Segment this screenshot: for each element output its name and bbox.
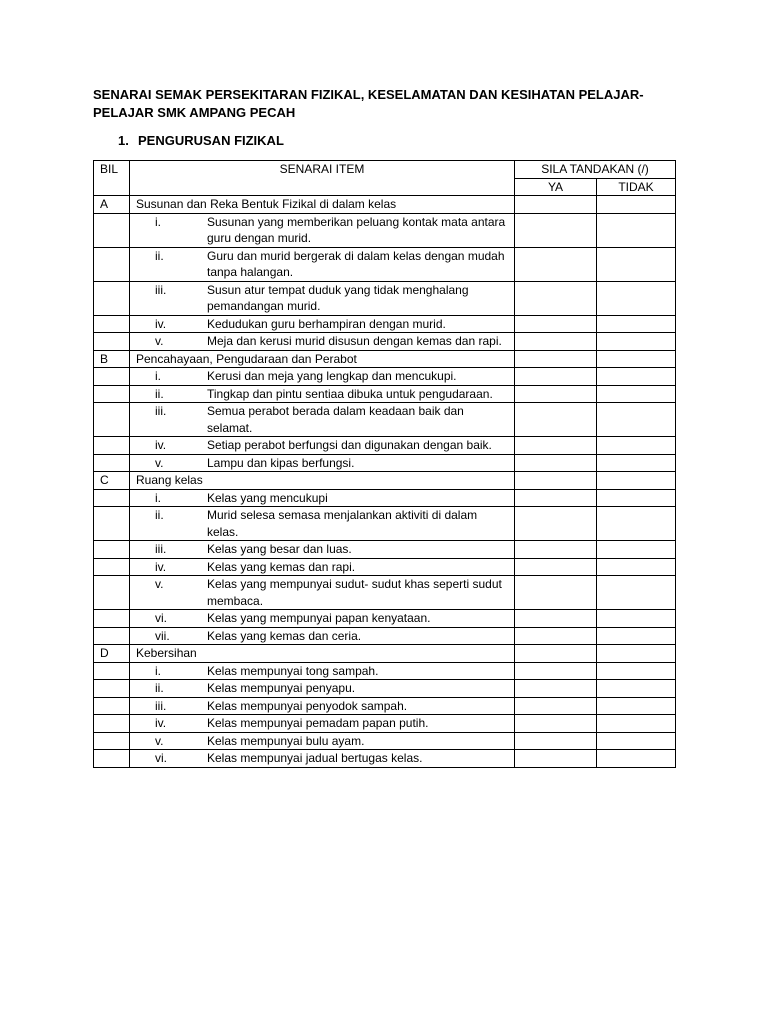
tidak-checkbox-cell[interactable]: [597, 680, 676, 698]
item-cell: [130, 368, 515, 386]
tidak-checkbox-cell[interactable]: [597, 437, 676, 455]
item-text: Kelas yang mencukupi: [207, 490, 328, 505]
tidak-checkbox-cell[interactable]: [597, 385, 676, 403]
ya-checkbox-cell[interactable]: [515, 489, 597, 507]
tidak-checkbox-cell[interactable]: [597, 610, 676, 628]
item-row: [94, 368, 676, 386]
ya-checkbox-cell[interactable]: [515, 558, 597, 576]
section-code: A: [94, 196, 130, 214]
item-number: ii.: [155, 386, 164, 401]
tidak-checkbox-cell[interactable]: [597, 368, 676, 386]
item-row: [94, 610, 676, 628]
ya-checkbox-cell[interactable]: [515, 697, 597, 715]
checklist-body: [94, 196, 676, 768]
item-text: Susunan yang memberikan peluang kontak mata antara guru dengan murid.: [207, 214, 506, 245]
item-row: [94, 507, 676, 541]
item-number: iv.: [155, 559, 167, 574]
item-number: i.: [155, 214, 161, 229]
item-text: Kelas mempunyai tong sampah.: [207, 663, 379, 678]
item-text: Kelas yang besar dan luas.: [207, 542, 352, 556]
tidak-checkbox-cell[interactable]: [597, 627, 676, 645]
ya-checkbox-cell[interactable]: [515, 645, 597, 663]
item-cell: [130, 489, 515, 507]
ya-checkbox-cell[interactable]: [515, 715, 597, 733]
item-cell: [130, 333, 515, 351]
section-row: [94, 350, 676, 368]
ya-checkbox-cell[interactable]: [515, 403, 597, 437]
item-row: [94, 715, 676, 733]
section-title-cell: Kebersihan: [130, 645, 515, 663]
item-cell: [130, 558, 515, 576]
tidak-checkbox-cell[interactable]: [597, 315, 676, 333]
item-row: [94, 315, 676, 333]
item-number: ii.: [155, 508, 164, 522]
item-text: Tingkap dan pintu sentiaa dibuka untuk pengudaraan.: [207, 386, 493, 401]
section-number: 1.: [118, 133, 129, 148]
header-ya: YA: [515, 178, 597, 196]
item-text: Kelas yang mempunyai papan kenyataan.: [207, 611, 431, 625]
section-code: D: [94, 645, 130, 663]
item-number: vi.: [155, 611, 167, 625]
item-bil-cell: [94, 403, 130, 437]
item-cell: [130, 697, 515, 715]
item-cell: [130, 662, 515, 680]
ya-checkbox-cell[interactable]: [515, 472, 597, 490]
header-mark: SILA TANDAKAN (/): [515, 161, 676, 179]
item-bil-cell: [94, 507, 130, 541]
section-row: [94, 196, 676, 214]
ya-checkbox-cell[interactable]: [515, 576, 597, 610]
ya-checkbox-cell[interactable]: [515, 454, 597, 472]
item-bil-cell: [94, 489, 130, 507]
section-row: [94, 472, 676, 490]
ya-checkbox-cell[interactable]: [515, 281, 597, 315]
tidak-checkbox-cell[interactable]: [597, 247, 676, 281]
item-bil-cell: [94, 680, 130, 698]
item-cell: [130, 750, 515, 768]
item-cell: [130, 715, 515, 733]
ya-checkbox-cell[interactable]: [515, 437, 597, 455]
item-cell: [130, 576, 515, 610]
item-text: Kedudukan guru berhampiran dengan murid.: [207, 316, 446, 331]
item-text: Kelas mempunyai bulu ayam.: [207, 733, 365, 748]
ya-checkbox-cell[interactable]: [515, 680, 597, 698]
item-text: Kelas yang kemas dan ceria.: [207, 628, 362, 643]
item-text: Kelas yang kemas dan rapi.: [207, 559, 356, 574]
item-row: [94, 213, 676, 247]
checklist-table: [93, 160, 676, 768]
item-number: iv.: [155, 316, 167, 331]
item-bil-cell: [94, 368, 130, 386]
item-text: Setiap perabot berfungsi dan digunakan dengan baik.: [207, 438, 492, 452]
item-number: v.: [155, 334, 164, 348]
ya-checkbox-cell[interactable]: [515, 213, 597, 247]
ya-checkbox-cell[interactable]: [515, 662, 597, 680]
item-text: Guru dan murid bergerak di dalam kelas dengan mudah tanpa halangan.: [207, 248, 505, 279]
tidak-checkbox-cell[interactable]: [597, 403, 676, 437]
item-row: [94, 403, 676, 437]
item-row: [94, 750, 676, 768]
section-code: B: [94, 350, 130, 368]
item-text: Murid selesa semasa menjalankan aktiviti di dalam kelas.: [207, 508, 478, 539]
item-number: i.: [155, 663, 161, 678]
tidak-checkbox-cell[interactable]: [597, 645, 676, 663]
ya-checkbox-cell[interactable]: [515, 627, 597, 645]
item-cell: [130, 247, 515, 281]
item-number: i.: [155, 490, 161, 505]
item-number: iii.: [155, 542, 167, 556]
item-number: vii.: [155, 628, 170, 643]
item-bil-cell: [94, 715, 130, 733]
item-bil-cell: [94, 558, 130, 576]
tidak-checkbox-cell[interactable]: [597, 213, 676, 247]
item-text: Kelas mempunyai penyapu.: [207, 681, 356, 695]
item-text: Lampu dan kipas berfungsi.: [207, 455, 355, 470]
tidak-checkbox-cell[interactable]: [597, 662, 676, 680]
item-cell: [130, 732, 515, 750]
tidak-checkbox-cell[interactable]: [597, 489, 676, 507]
item-bil-cell: [94, 576, 130, 610]
ya-checkbox-cell[interactable]: [515, 333, 597, 351]
item-number: i.: [155, 369, 161, 383]
item-row: [94, 680, 676, 698]
ya-checkbox-cell[interactable]: [515, 750, 597, 768]
item-number: ii.: [155, 248, 164, 263]
item-number: v.: [155, 577, 164, 591]
section-heading: [118, 132, 284, 150]
item-cell: [130, 541, 515, 559]
item-row: [94, 333, 676, 351]
item-text: Kelas mempunyai jadual bertugas kelas.: [207, 751, 423, 765]
tidak-checkbox-cell[interactable]: [597, 697, 676, 715]
tidak-checkbox-cell[interactable]: [597, 454, 676, 472]
tidak-checkbox-cell[interactable]: [597, 507, 676, 541]
item-cell: [130, 507, 515, 541]
item-cell: [130, 610, 515, 628]
item-cell: [130, 437, 515, 455]
ya-checkbox-cell[interactable]: [515, 247, 597, 281]
tidak-checkbox-cell[interactable]: [597, 750, 676, 768]
tidak-checkbox-cell[interactable]: [597, 281, 676, 315]
item-row: [94, 541, 676, 559]
tidak-checkbox-cell[interactable]: [597, 558, 676, 576]
item-bil-cell: [94, 213, 130, 247]
item-row: [94, 281, 676, 315]
tidak-checkbox-cell[interactable]: [597, 715, 676, 733]
item-bil-cell: [94, 333, 130, 351]
ya-checkbox-cell[interactable]: [515, 385, 597, 403]
item-bil-cell: [94, 281, 130, 315]
item-cell: [130, 680, 515, 698]
ya-checkbox-cell[interactable]: [515, 507, 597, 541]
section-title-cell: Ruang kelas: [130, 472, 515, 490]
item-number: v.: [155, 455, 164, 470]
ya-checkbox-cell[interactable]: [515, 541, 597, 559]
item-row: [94, 697, 676, 715]
section-code: C: [94, 472, 130, 490]
item-row: [94, 662, 676, 680]
item-cell: [130, 281, 515, 315]
item-bil-cell: [94, 385, 130, 403]
ya-checkbox-cell[interactable]: [515, 610, 597, 628]
ya-checkbox-cell[interactable]: [515, 315, 597, 333]
item-row: [94, 558, 676, 576]
ya-checkbox-cell[interactable]: [515, 368, 597, 386]
tidak-checkbox-cell[interactable]: [597, 732, 676, 750]
ya-checkbox-cell[interactable]: [515, 350, 597, 368]
item-bil-cell: [94, 627, 130, 645]
item-text: Semua perabot berada dalam keadaan baik dan selamat.: [207, 404, 464, 435]
item-cell: [130, 627, 515, 645]
header-row: [94, 161, 676, 179]
item-row: [94, 385, 676, 403]
item-bil-cell: [94, 610, 130, 628]
item-cell: [130, 315, 515, 333]
header-item: SENARAI ITEM: [130, 161, 515, 196]
item-number: iii.: [155, 698, 167, 713]
ya-checkbox-cell[interactable]: [515, 732, 597, 750]
item-bil-cell: [94, 541, 130, 559]
item-row: [94, 627, 676, 645]
item-bil-cell: [94, 662, 130, 680]
ya-checkbox-cell[interactable]: [515, 196, 597, 214]
document-title: SENARAI SEMAK PERSEKITARAN FIZIKAL, KESELAMATAN DAN KESIHATAN PELAJAR- PELAJAR SMK AMPANG PECAH: [93, 87, 644, 120]
item-cell: [130, 454, 515, 472]
item-row: [94, 489, 676, 507]
item-text: Meja dan kerusi murid disusun dengan kemas dan rapi.: [207, 334, 502, 348]
section-row: [94, 645, 676, 663]
header-bil: BIL: [94, 161, 130, 196]
item-number: ii.: [155, 681, 164, 695]
item-bil-cell: [94, 437, 130, 455]
tidak-checkbox-cell[interactable]: [597, 541, 676, 559]
tidak-checkbox-cell[interactable]: [597, 472, 676, 490]
item-number: iii.: [155, 282, 167, 297]
item-text: Susun atur tempat duduk yang tidak menghalang pemandangan murid.: [207, 282, 469, 313]
item-bil-cell: [94, 750, 130, 768]
item-cell: [130, 213, 515, 247]
item-text: Kerusi dan meja yang lengkap dan mencukupi.: [207, 369, 457, 383]
item-row: [94, 732, 676, 750]
item-number: iii.: [155, 404, 167, 418]
section-title-cell: Susunan dan Reka Bentuk Fizikal di dalam kelas: [130, 196, 515, 214]
item-text: Kelas mempunyai penyodok sampah.: [207, 698, 408, 713]
item-bil-cell: [94, 247, 130, 281]
item-row: [94, 576, 676, 610]
section-title: PENGURUSAN FIZIKAL: [138, 133, 284, 148]
item-number: v.: [155, 733, 164, 748]
item-row: [94, 454, 676, 472]
tidak-checkbox-cell[interactable]: [597, 576, 676, 610]
item-number: iv.: [155, 716, 167, 730]
tidak-checkbox-cell[interactable]: [597, 196, 676, 214]
item-row: [94, 247, 676, 281]
item-text: Kelas mempunyai pemadam papan putih.: [207, 716, 429, 730]
item-row: [94, 437, 676, 455]
item-cell: [130, 403, 515, 437]
item-number: vi.: [155, 751, 167, 765]
tidak-checkbox-cell[interactable]: [597, 333, 676, 351]
item-bil-cell: [94, 697, 130, 715]
item-text: Kelas yang mempunyai sudut- sudut khas seperti sudut membaca.: [207, 577, 502, 608]
tidak-checkbox-cell[interactable]: [597, 350, 676, 368]
item-bil-cell: [94, 454, 130, 472]
item-bil-cell: [94, 732, 130, 750]
item-number: iv.: [155, 438, 167, 452]
section-title-cell: Pencahayaan, Pengudaraan dan Perabot: [130, 350, 515, 368]
item-bil-cell: [94, 315, 130, 333]
header-tidak: TIDAK: [597, 178, 676, 196]
item-cell: [130, 385, 515, 403]
